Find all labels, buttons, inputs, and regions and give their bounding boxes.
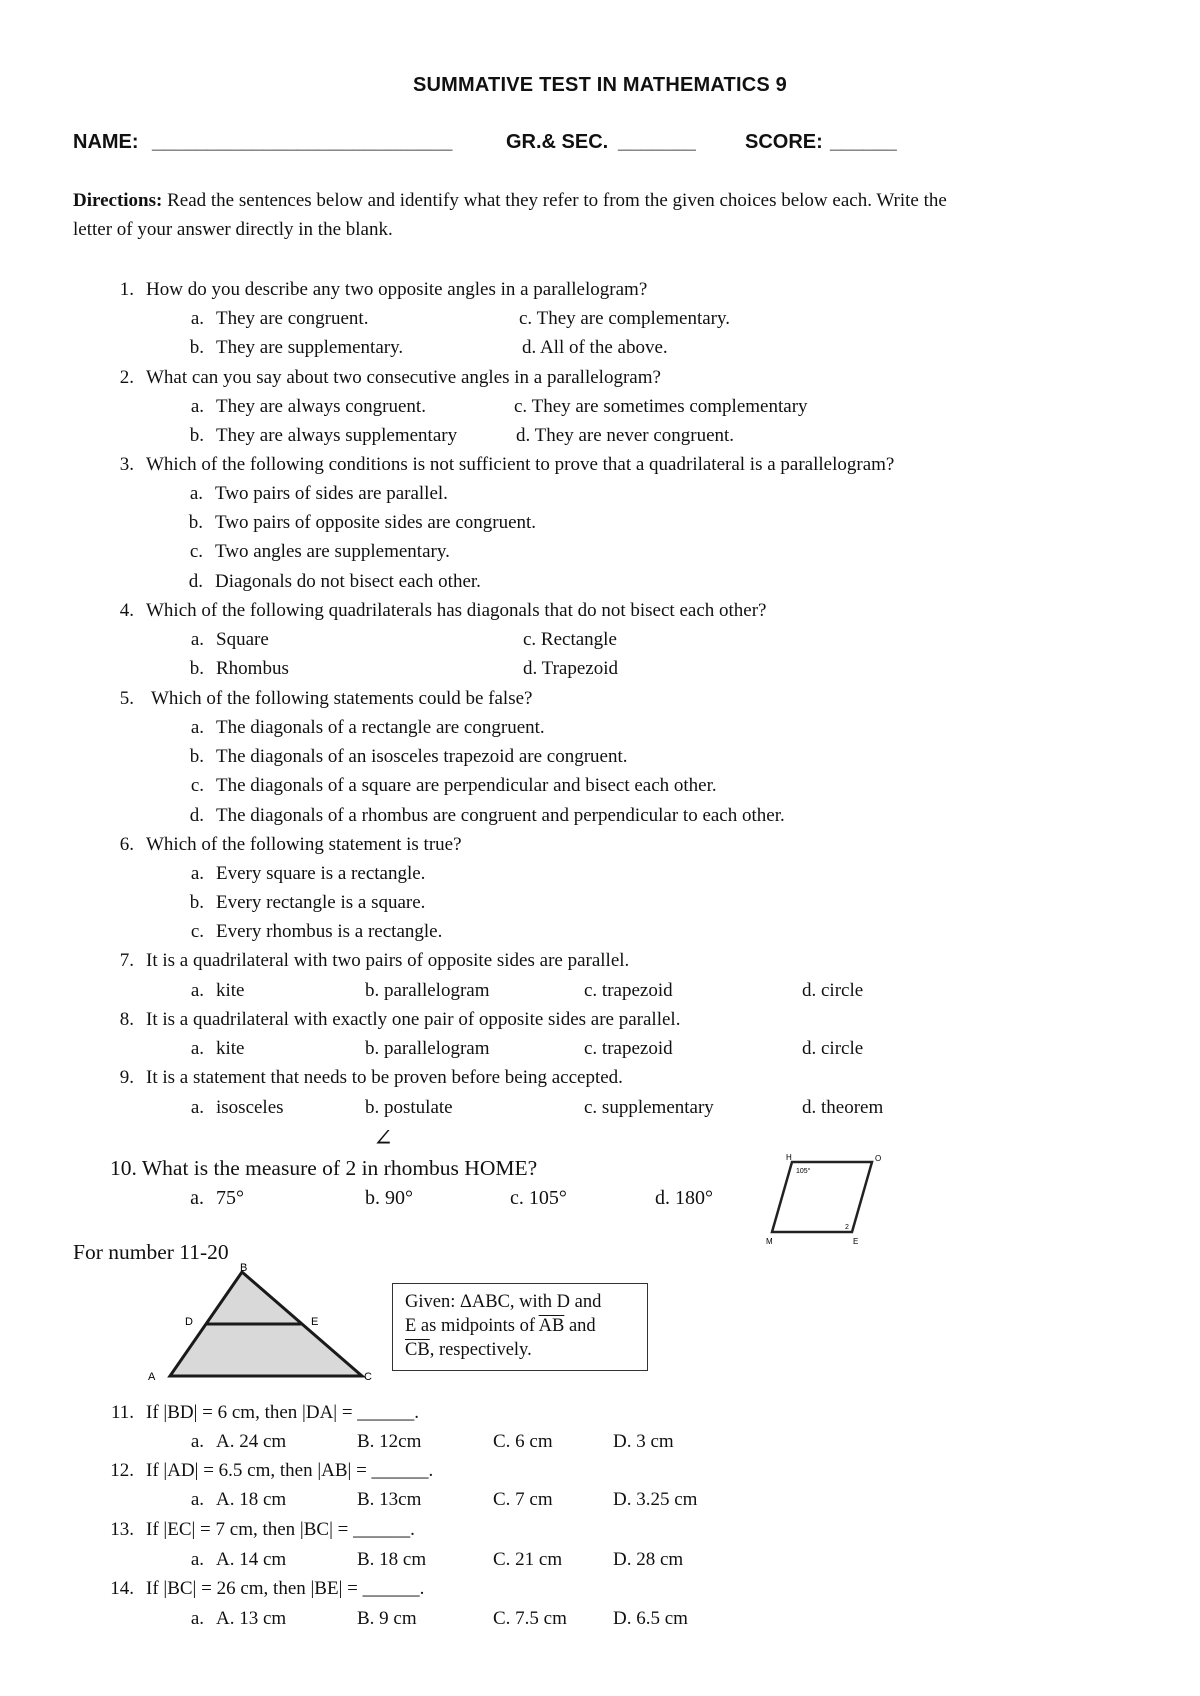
rhombus-home-figure	[760, 1150, 900, 1250]
choice-text: They are congruent.	[216, 308, 369, 329]
question-number: 8.	[119, 1009, 134, 1030]
choice-text: A. 13 cm	[216, 1608, 287, 1629]
q7-choice-c: c. trapezoid	[584, 980, 673, 1001]
vertex-label-a: A	[148, 1371, 156, 1383]
question-number: 11.	[110, 1402, 134, 1423]
triangle-abc-figure	[140, 1262, 380, 1390]
q4-choice-d: d. Trapezoid	[523, 658, 618, 679]
question-7	[104, 950, 629, 972]
q2-choice-b	[182, 425, 457, 447]
choice-text: A. 24 cm	[216, 1431, 287, 1452]
choice-text: Two pairs of opposite sides are congruent.	[215, 512, 537, 533]
q14-choice-b: B. 9 cm	[357, 1608, 417, 1629]
angle-label-105: 105°	[796, 1168, 811, 1175]
question-text: Which of the following statements could be false?	[151, 688, 533, 709]
midpoint-label-d: D	[185, 1316, 193, 1328]
choice-letter: a.	[190, 629, 204, 650]
question-9	[104, 1067, 623, 1089]
choice-letter: a.	[190, 1489, 204, 1510]
given-box	[392, 1283, 648, 1371]
question-text: If |BD| = 6 cm, then |DA| = ______.	[146, 1402, 420, 1423]
question-text: It is a quadrilateral with exactly one pair of opposite sides are parallel.	[146, 1009, 681, 1030]
name-blank[interactable]: ___________________________	[152, 131, 453, 153]
choice-letter: a.	[189, 483, 203, 504]
rhombus-shape	[772, 1162, 872, 1232]
q10-choice-d: d. 180°	[655, 1187, 713, 1209]
choice-text: Every square is a rectangle.	[216, 863, 426, 884]
section-label: GR.& SEC.	[506, 131, 609, 153]
q1-choice-c: c. They are complementary.	[519, 308, 731, 329]
vertex-label-m: M	[766, 1237, 773, 1246]
choice-letter: a.	[190, 717, 204, 738]
choice-text: A. 18 cm	[216, 1489, 287, 1510]
question-number: 1.	[119, 279, 134, 300]
q12-choice-c: C. 7 cm	[493, 1489, 553, 1510]
q9-choice-b: b. postulate	[365, 1097, 453, 1118]
choice-letter: a.	[190, 1431, 204, 1452]
question-11	[104, 1402, 419, 1424]
q5-choice-c	[182, 775, 717, 797]
directions-text-1: Read the sentences below and identify what they refer to from the given choices below each. Write the	[162, 190, 947, 211]
angle-label-2: 2	[845, 1224, 849, 1231]
question-number: 4.	[119, 600, 134, 621]
q6-choice-b	[182, 892, 425, 914]
question-number: 14.	[110, 1578, 134, 1599]
vertex-label-e: E	[853, 1237, 859, 1246]
q8-choice-b: b. parallelogram	[365, 1038, 490, 1059]
choice-text: Diagonals do not bisect each other.	[215, 571, 481, 592]
choice-letter: b.	[188, 512, 203, 533]
score-blank[interactable]: ______	[830, 131, 897, 153]
choice-letter: a.	[190, 396, 204, 417]
midpoint-label-e: E	[311, 1316, 319, 1328]
choice-letter: c.	[190, 921, 204, 942]
choice-letter: d.	[189, 805, 204, 826]
question-6	[104, 834, 462, 856]
vertex-label-h: H	[786, 1153, 792, 1162]
q4-choice-c: c. Rectangle	[523, 629, 617, 650]
question-number: 9.	[119, 1067, 134, 1088]
q6-choice-a	[182, 863, 425, 885]
question-14	[104, 1578, 424, 1600]
choice-letter: a.	[190, 863, 204, 884]
segment-cb: $\overline{CB}$	[405, 1340, 430, 1360]
question-text: Which of the following conditions is not sufficient to prove that a quadrilateral is a parallelogram?	[146, 454, 895, 475]
choice-text: The diagonals of an isosceles trapezoid are congruent.	[216, 746, 628, 767]
q3-choice-b	[181, 512, 536, 534]
choice-letter: a.	[190, 1608, 204, 1629]
q10-choice-b: b. 90°	[365, 1187, 413, 1209]
choice-text: They are always congruent.	[216, 396, 426, 417]
question-3	[104, 454, 894, 476]
question-text: What can you say about two consecutive angles in a parallelogram?	[146, 367, 661, 388]
choice-text: Every rhombus is a rectangle.	[216, 921, 443, 942]
page-title: SUMMATIVE TEST IN MATHEMATICS 9	[413, 74, 787, 96]
question-4	[104, 600, 766, 622]
choice-text: A. 14 cm	[216, 1549, 287, 1570]
q9-choice-c: c. supplementary	[584, 1097, 714, 1118]
q8-choice-d: d. circle	[802, 1038, 864, 1059]
question-text: Which of the following quadrilaterals has diagonals that do not bisect each other?	[146, 600, 767, 621]
choice-text: They are supplementary.	[216, 337, 404, 358]
q1-choice-d: d. All of the above.	[522, 337, 668, 358]
choice-letter: a.	[190, 1187, 204, 1209]
choice-text: kite	[216, 1038, 245, 1059]
q14-choice-a	[182, 1608, 286, 1630]
q5-choice-b	[182, 746, 628, 768]
choice-text: The diagonals of a rectangle are congruent.	[216, 717, 545, 738]
q3-choice-d	[181, 571, 481, 593]
choice-text: 75°	[216, 1187, 244, 1209]
q8-choice-a	[182, 1038, 245, 1060]
question-number: 6.	[119, 834, 134, 855]
choice-text: Every rectangle is a square.	[216, 892, 426, 913]
q5-choice-a	[182, 717, 545, 739]
choice-text: Rhombus	[216, 658, 289, 679]
choice-letter: b.	[189, 658, 204, 679]
q3-choice-a	[181, 483, 448, 505]
question-text: If |AD| = 6.5 cm, then |AB| = ______.	[146, 1460, 434, 1481]
question-text: Which of the following statement is true?	[146, 834, 462, 855]
choice-letter: a.	[190, 1038, 204, 1059]
question-number: 2.	[119, 367, 134, 388]
section-label-11-20: For number 11-20	[73, 1240, 229, 1264]
vertex-label-o: O	[875, 1154, 882, 1163]
q2-choice-a	[182, 396, 426, 418]
q4-choice-b	[182, 658, 289, 680]
choice-letter: a.	[190, 1549, 204, 1570]
q13-choice-a	[182, 1549, 286, 1571]
q10-choice-c: c. 105°	[510, 1187, 567, 1209]
question-8	[104, 1009, 680, 1031]
question-text: How do you describe any two opposite angles in a parallelogram?	[146, 279, 648, 300]
vertex-label-c: C	[364, 1371, 372, 1383]
q13-choice-c: C. 21 cm	[493, 1549, 563, 1570]
q10-choice-a	[182, 1187, 244, 1210]
question-number: 13.	[110, 1519, 134, 1540]
question-number: 12.	[110, 1460, 134, 1481]
choice-text: isosceles	[216, 1097, 284, 1118]
q12-choice-a	[182, 1489, 286, 1511]
q4-choice-a	[182, 629, 269, 651]
q14-choice-c: C. 7.5 cm	[493, 1608, 567, 1629]
question-text: If |BC| = 26 cm, then |BE| = ______.	[146, 1578, 425, 1599]
q6-choice-c	[182, 921, 442, 943]
section-blank[interactable]: _______	[618, 131, 696, 153]
q11-choice-b: B. 12cm	[357, 1431, 422, 1452]
given-line-2	[405, 1314, 637, 1338]
given-text: E as midpoints of	[405, 1316, 539, 1336]
given-text: , respectively.	[429, 1340, 532, 1360]
name-label: NAME:	[73, 131, 139, 153]
choice-text: They are always supplementary	[216, 425, 458, 446]
question-number: 3.	[119, 454, 134, 475]
given-line-1: Given: ΔABC, with D and	[405, 1292, 602, 1312]
directions-line-1	[73, 190, 947, 212]
question-text: It is a quadrilateral with two pairs of opposite sides are parallel.	[146, 950, 630, 971]
choice-text: kite	[216, 980, 245, 1001]
question-12	[104, 1460, 433, 1482]
q8-choice-c: c. trapezoid	[584, 1038, 673, 1059]
vertex-label-b: B	[240, 1262, 248, 1274]
choice-text: The diagonals of a square are perpendicular and bisect each other.	[216, 775, 717, 796]
given-text: and	[564, 1316, 596, 1336]
choice-text: Two angles are supplementary.	[215, 541, 450, 562]
question-2	[104, 367, 661, 389]
question-text: If |EC| = 7 cm, then |BC| = ______.	[146, 1519, 415, 1540]
q1-choice-b	[182, 337, 403, 359]
choice-letter: d.	[188, 571, 203, 592]
q2-choice-c: c. They are sometimes complementary	[514, 396, 808, 417]
q13-choice-b: B. 18 cm	[357, 1549, 427, 1570]
question-number: 7.	[119, 950, 134, 971]
q14-choice-d: D. 6.5 cm	[613, 1608, 688, 1629]
given-line-3	[405, 1338, 637, 1362]
directions-label: Directions:	[73, 190, 163, 211]
score-label: SCORE:	[745, 131, 823, 153]
angle-symbol: ∠	[373, 1126, 394, 1152]
q12-choice-b: B. 13cm	[357, 1489, 422, 1510]
q9-choice-d: d. theorem	[802, 1097, 884, 1118]
q7-choice-a	[182, 980, 245, 1002]
q11-choice-c: C. 6 cm	[493, 1431, 553, 1452]
q5-choice-d	[182, 805, 785, 827]
question-text: It is a statement that needs to be proven before being accepted.	[146, 1067, 623, 1088]
choice-text: Two pairs of sides are parallel.	[215, 483, 448, 504]
q12-choice-d: D. 3.25 cm	[613, 1489, 698, 1510]
q13-choice-d: D. 28 cm	[613, 1549, 684, 1570]
question-13	[104, 1519, 415, 1541]
q3-choice-c	[181, 541, 450, 563]
q7-choice-b: b. parallelogram	[365, 980, 490, 1001]
choice-letter: c.	[190, 775, 204, 796]
question-5	[104, 688, 532, 710]
choice-text: Square	[216, 629, 269, 650]
q7-choice-d: d. circle	[802, 980, 864, 1001]
directions-text-2: letter of your answer directly in the blank.	[73, 219, 393, 240]
question-number: 5.	[119, 688, 134, 709]
choice-letter: a.	[190, 980, 204, 1001]
q9-choice-a	[182, 1097, 284, 1119]
choice-letter: c.	[189, 541, 203, 562]
q1-choice-a	[182, 308, 368, 330]
segment-ab: $\overline{AB}$	[538, 1316, 565, 1336]
choice-letter: b.	[189, 746, 204, 767]
q11-choice-d: D. 3 cm	[613, 1431, 674, 1452]
choice-letter: b.	[189, 337, 204, 358]
q2-choice-d: d. They are never congruent.	[516, 425, 735, 446]
choice-letter: b.	[189, 425, 204, 446]
choice-letter: b.	[189, 892, 204, 913]
q11-choice-a	[182, 1431, 286, 1453]
question-10: 10. What is the measure of 2 in rhombus HOME?	[110, 1156, 538, 1180]
question-1	[104, 279, 647, 301]
choice-text: The diagonals of a rhombus are congruent and perpendicular to each other.	[216, 805, 785, 826]
choice-letter: a.	[190, 1097, 204, 1118]
choice-letter: a.	[190, 308, 204, 329]
